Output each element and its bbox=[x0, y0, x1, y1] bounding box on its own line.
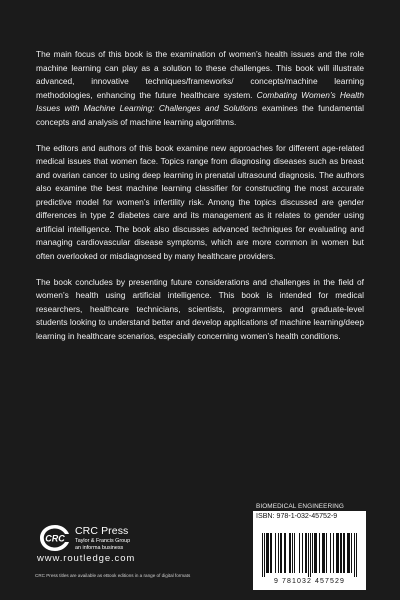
isbn-barcode-panel bbox=[253, 511, 366, 590]
barcode-bar bbox=[262, 533, 263, 577]
barcode-bar bbox=[284, 533, 285, 573]
barcode-bar bbox=[299, 533, 300, 573]
ebook-availability-note: CRC Press titles are available as eBook editions in a range of digital formats bbox=[35, 573, 191, 578]
crc-logo-icon bbox=[38, 523, 72, 553]
barcode-bar bbox=[315, 533, 316, 573]
barcode-bar bbox=[305, 533, 306, 573]
barcode-bar bbox=[292, 533, 293, 573]
blurb-paragraph bbox=[36, 48, 364, 129]
barcode-bar bbox=[308, 533, 309, 577]
barcode-bar bbox=[333, 533, 334, 573]
barcode-bar bbox=[336, 533, 337, 573]
barcode-bar bbox=[270, 533, 271, 573]
barcode-bar bbox=[312, 533, 313, 573]
barcode-bar bbox=[289, 533, 290, 573]
publisher-business: an informa business bbox=[75, 545, 124, 551]
back-cover-blurb bbox=[36, 48, 364, 356]
barcode-digits: 9 781032 457529 bbox=[274, 578, 345, 585]
blurb-paragraph bbox=[36, 276, 364, 344]
barcode-bar bbox=[280, 533, 281, 573]
publisher-website: www.routledge.com bbox=[37, 553, 136, 564]
barcode-bar bbox=[324, 533, 325, 573]
isbn-label: ISBN: 978-1-032-45752-9 bbox=[256, 512, 338, 520]
barcode-bar bbox=[348, 533, 349, 573]
barcode-bar bbox=[266, 533, 267, 573]
barcode-bar bbox=[351, 533, 352, 573]
barcode-bar bbox=[271, 533, 272, 573]
barcode-bar bbox=[349, 533, 350, 573]
barcode-icon bbox=[257, 533, 362, 577]
barcode-bar bbox=[264, 533, 265, 577]
barcode-bar bbox=[316, 533, 317, 573]
barcode-bar bbox=[319, 533, 320, 573]
blurb-text: The book concludes by presenting future considerations and challenges in the field of women’s health using artificial intelligence. This book is intended for medical researchers, healthcare technicians, scientists, programmers and graduate-level students looking to understand better and develop applications of machine learning/deep learning in healthcare scenarios, especially concerning women’s health conditions. bbox=[36, 276, 364, 341]
barcode-bar bbox=[343, 533, 344, 573]
publisher-group: Taylor & Francis Group bbox=[75, 538, 131, 544]
barcode-bar bbox=[278, 533, 279, 573]
barcode-bar bbox=[275, 533, 276, 573]
barcode-bar bbox=[290, 533, 291, 573]
blurb-text: examines the fundamental concepts and analysis of machine learning algorithms. bbox=[36, 103, 365, 127]
barcode-bar bbox=[294, 533, 295, 573]
barcode-bar bbox=[326, 533, 327, 573]
barcode-bar bbox=[323, 533, 324, 573]
barcode-bar bbox=[306, 533, 307, 573]
barcode-bar bbox=[322, 533, 323, 573]
barcode-bar bbox=[337, 533, 338, 573]
barcode-bar bbox=[341, 533, 342, 573]
publisher-name: CRC Press bbox=[75, 525, 129, 537]
barcode-bar bbox=[356, 533, 357, 577]
subject-category: BIOMEDICAL ENGINEERING bbox=[256, 503, 344, 510]
barcode-bar bbox=[267, 533, 268, 573]
barcode-bar bbox=[302, 533, 303, 573]
barcode-bar bbox=[268, 533, 269, 573]
barcode-bar bbox=[285, 533, 286, 573]
barcode-bar bbox=[281, 533, 282, 573]
barcode-bar bbox=[330, 533, 331, 573]
barcode-bar bbox=[354, 533, 355, 577]
barcode-bar bbox=[340, 533, 341, 573]
barcode-bar bbox=[310, 533, 311, 577]
barcode-bar bbox=[344, 533, 345, 573]
blurb-paragraph bbox=[36, 142, 364, 264]
barcode-bar bbox=[314, 533, 315, 573]
blurb-text: The main focus of this book is the examination of women’s health issues and the role machine learning can play as a solution to these challenges. This book will illustrate advanced, innovative techniques/frameworks/ concepts/machine learning methodologies, enhancing the future healthcare system. bbox=[36, 49, 364, 100]
book-title-italic: Combating Women’s Health Issues with Machine Learning: Challenges and Solutions bbox=[36, 89, 364, 113]
barcode-bar bbox=[347, 533, 348, 573]
blurb-text: The editors and authors of this book examine new approaches for different age-related medical issues that women face. Topics range from diagnosing diseases such as breast and ovarian cancer to using deep learning in prenatal ultrasound diagnosis. The authors also examine the best machine learning classifier for constructing the most accurate predictive model for women’s infertility risk. Among the topics discussed are gender differences in type 2 diabetes care and its management as it relates to gender using artificial intelligence. The book also discusses advanced techniques for evaluating and managing cardiovascular disease symptoms, which are more common in women but often overlooked or misdiagnosed by many healthcare providers. bbox=[36, 142, 364, 261]
logo-letters: CRC bbox=[45, 533, 65, 544]
barcode-bar bbox=[338, 533, 339, 573]
